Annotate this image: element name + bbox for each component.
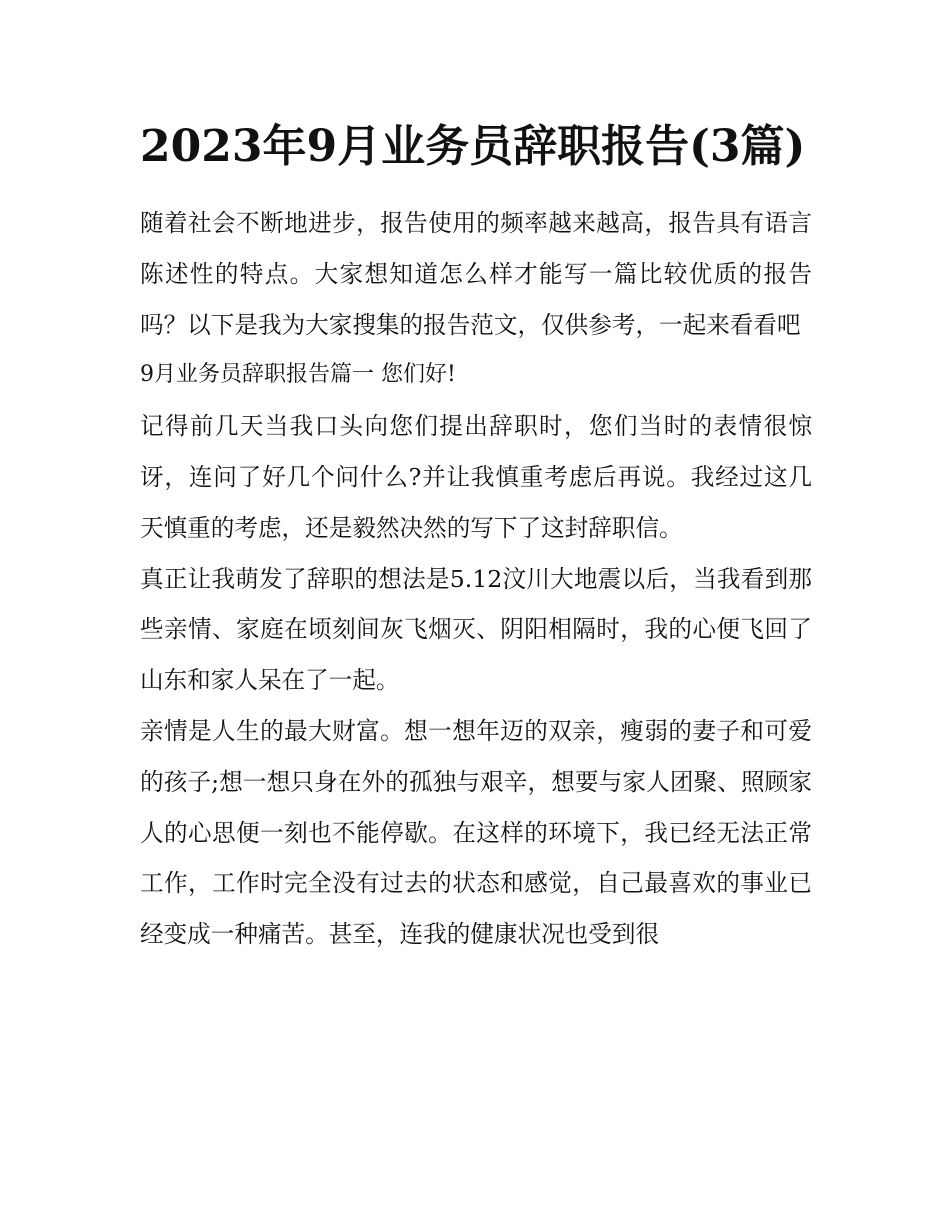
document-title: 2023年9月业务员辞职报告(3篇) xyxy=(140,121,806,172)
body-paragraph-3: 亲情是人生的最大财富。想一想年迈的双亲，瘦弱的妻子和可爱的孩子;想一想只身在外的孤独与艰辛，想要与家人团聚、照顾家人的心思便一刻也不能停歇。在这样的环境下，我已经无法正常工作，工作时完全没有过去的状态和感觉，自己最喜欢的事业已经变成一种痛苦。甚至，连我的健康状况也受到很 xyxy=(140,716,812,949)
document-page xyxy=(140,112,812,960)
body-paragraph-1: 记得前几天当我口头向您们提出辞职时，您们当时的表情很惊讶，连问了好几个问什么?并让我慎重考虑后再说。我经过这几天慎重的考虑，还是毅然决然的写下了这封辞职信。 xyxy=(140,412,812,542)
body-paragraph-2: 真正让我萌发了辞职的想法是5.12汶川大地震以后，当我看到那些亲情、家庭在顷刻间灰飞烟灭、阴阳相隔时，我的心便飞回了山东和家人呆在了一起。 xyxy=(140,564,812,695)
intro-paragraph: 随着社会不断地进步，报告使用的频率越来越高，报告具有语言陈述性的特点。大家想知道怎么样才能写一篇比较优质的报告吗？以下是我为大家搜集的报告范文，仅供参考，一起来看看吧 xyxy=(140,209,812,339)
section-heading: 9月业务员辞职报告篇一 您们好! xyxy=(140,362,456,388)
